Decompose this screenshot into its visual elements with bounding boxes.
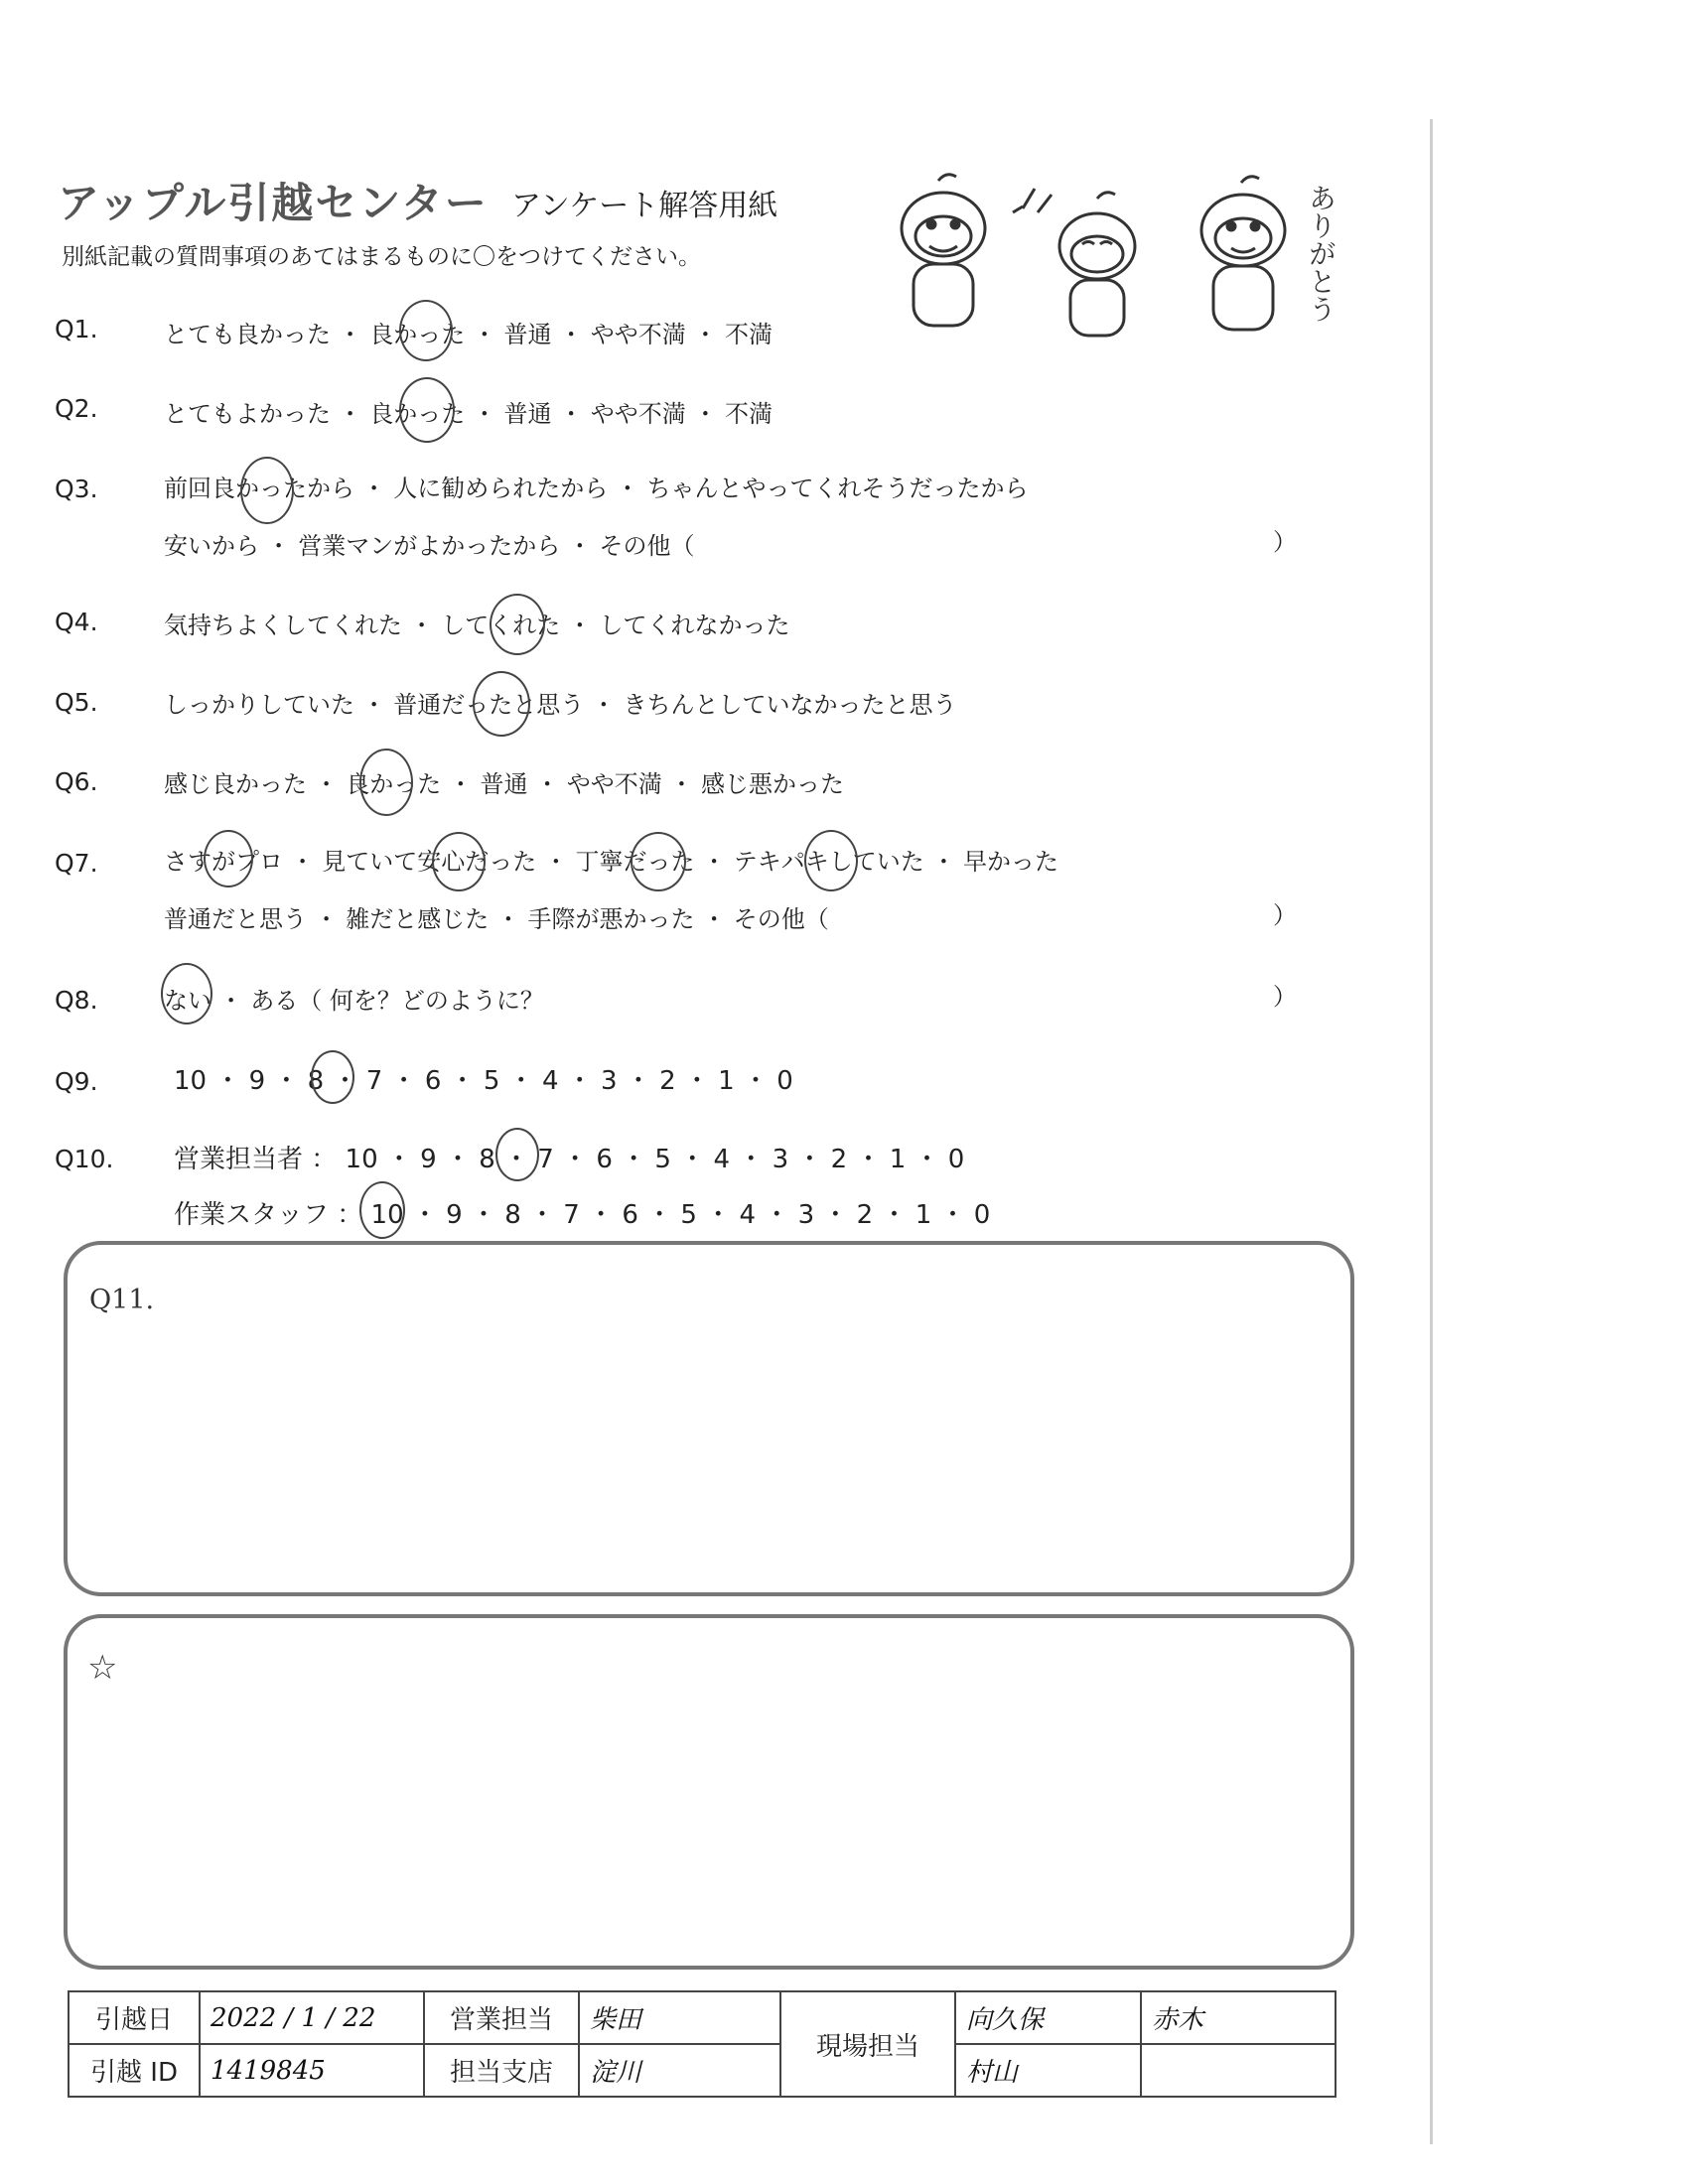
q7-options-line1: さすがプロ ・ 見ていて安心だった ・ 丁寧だった ・ テキパキしていた ・ 早かった	[164, 848, 1059, 876]
info-table	[68, 1990, 1336, 2098]
q3-options-line1: 前回良かったから ・ 人に勧められたから ・ ちゃんとやってくれそうだったから	[164, 475, 1029, 502]
q3-close-paren: ）	[1273, 528, 1297, 556]
q10-sales-scale: 営業担当者 ： 10 ・ 9 ・ 8 ・ 7 ・ 6 ・ 5 ・ 4 ・ 3 ・ 2 ・ 1 ・ 0	[174, 1145, 965, 1174]
move-id-value: 1419845	[200, 2044, 424, 2097]
q8-label: Q8.	[55, 986, 98, 1015]
q9-scale: 10 ・ 9 ・ 8 ・ 7 ・ 6 ・ 5 ・ 4 ・ 3 ・ 2 ・ 1 ・ 0	[174, 1066, 793, 1096]
move-date-value: 2022 / 1 / 22	[200, 1991, 424, 2044]
answer-circle	[399, 377, 455, 443]
branch-label: 担当支店	[424, 2044, 579, 2097]
q10-label: Q10.	[55, 1145, 114, 1173]
star-comment-box	[64, 1614, 1354, 1970]
q6-label: Q6.	[55, 767, 98, 796]
q10-staff-scale: 作業スタッフ ： 10 ・ 9 ・ 8 ・ 7 ・ 6 ・ 5 ・ 4 ・ 3 ・ 2 ・ 1 ・ 0	[174, 1200, 991, 1230]
answer-circle	[432, 832, 486, 891]
answer-circle	[495, 1128, 539, 1181]
site-value-empty	[1141, 2044, 1336, 2097]
answer-circle	[631, 832, 686, 891]
q6-options: 感じ良かった ・ 良かった ・ 普通 ・ やや不満 ・ 感じ悪かった	[164, 770, 845, 798]
arigatou-text: ありがとう	[1305, 184, 1337, 323]
sales-value: 柴田	[579, 1991, 780, 2044]
q5-options: しっかりしていた ・ 普通だったと思う ・ きちんとしていなかったと思う	[164, 691, 957, 719]
site-label: 現場担当	[780, 1991, 955, 2097]
q1-options: とても良かった ・ 良かった ・ 普通 ・ やや不満 ・ 不満	[164, 321, 774, 348]
sales-label: 営業担当	[424, 1991, 579, 2044]
q7-options-line2: 普通だと思う ・ 雑だと感じた ・ 手際が悪かった ・ その他（	[164, 905, 829, 933]
instruction-text: 別紙記載の質問事項のあてはまるものに〇をつけてください。	[62, 244, 701, 270]
answer-circle	[240, 457, 294, 524]
q7-close-paren: ）	[1273, 901, 1297, 929]
answer-circle	[161, 963, 212, 1024]
brand-title: アップル引越センター	[58, 179, 489, 227]
star-label: ☆	[87, 1648, 118, 1688]
q8-close-paren: ）	[1273, 983, 1297, 1011]
q2-label: Q2.	[55, 394, 98, 423]
q4-label: Q4.	[55, 608, 98, 636]
q5-label: Q5.	[55, 688, 98, 717]
site-value-3: 村山	[955, 2044, 1141, 2097]
q11-label: Q11.	[89, 1285, 155, 1315]
answer-circle	[359, 1181, 405, 1239]
q7-label: Q7.	[55, 849, 98, 878]
move-date-label: 引越日	[69, 1991, 200, 2044]
site-value-2: 赤木	[1141, 1991, 1336, 2044]
q3-options-line2: 安いから ・ 営業マンがよかったから ・ その他（	[164, 532, 695, 560]
q11-comment-box	[64, 1241, 1354, 1596]
form-subtitle: アンケート解答用紙	[511, 189, 778, 223]
branch-value: 淀川	[579, 2044, 780, 2097]
answer-circle	[204, 830, 253, 887]
monkey-mascot-icon	[884, 169, 1331, 347]
move-id-label: 引越 ID	[69, 2044, 200, 2097]
answer-circle	[473, 671, 530, 737]
answer-circle	[311, 1050, 354, 1104]
q8-options: ない ・ ある（ 何を？どのように？	[164, 987, 544, 1015]
answer-circle	[359, 749, 413, 816]
answer-circle	[399, 300, 453, 361]
q9-label: Q9.	[55, 1067, 98, 1096]
q3-label: Q3.	[55, 475, 98, 503]
answer-circle	[490, 594, 545, 655]
q1-label: Q1.	[55, 315, 98, 343]
page-edge	[1430, 119, 1433, 2144]
q4-options: 気持ちよくしてくれた ・ してくれた ・ してくれなかった	[164, 612, 790, 639]
answer-circle	[804, 830, 858, 891]
q2-options: とてもよかった ・ 良かった ・ 普通 ・ やや不満 ・ 不満	[164, 400, 774, 428]
site-value-1: 向久保	[955, 1991, 1141, 2044]
